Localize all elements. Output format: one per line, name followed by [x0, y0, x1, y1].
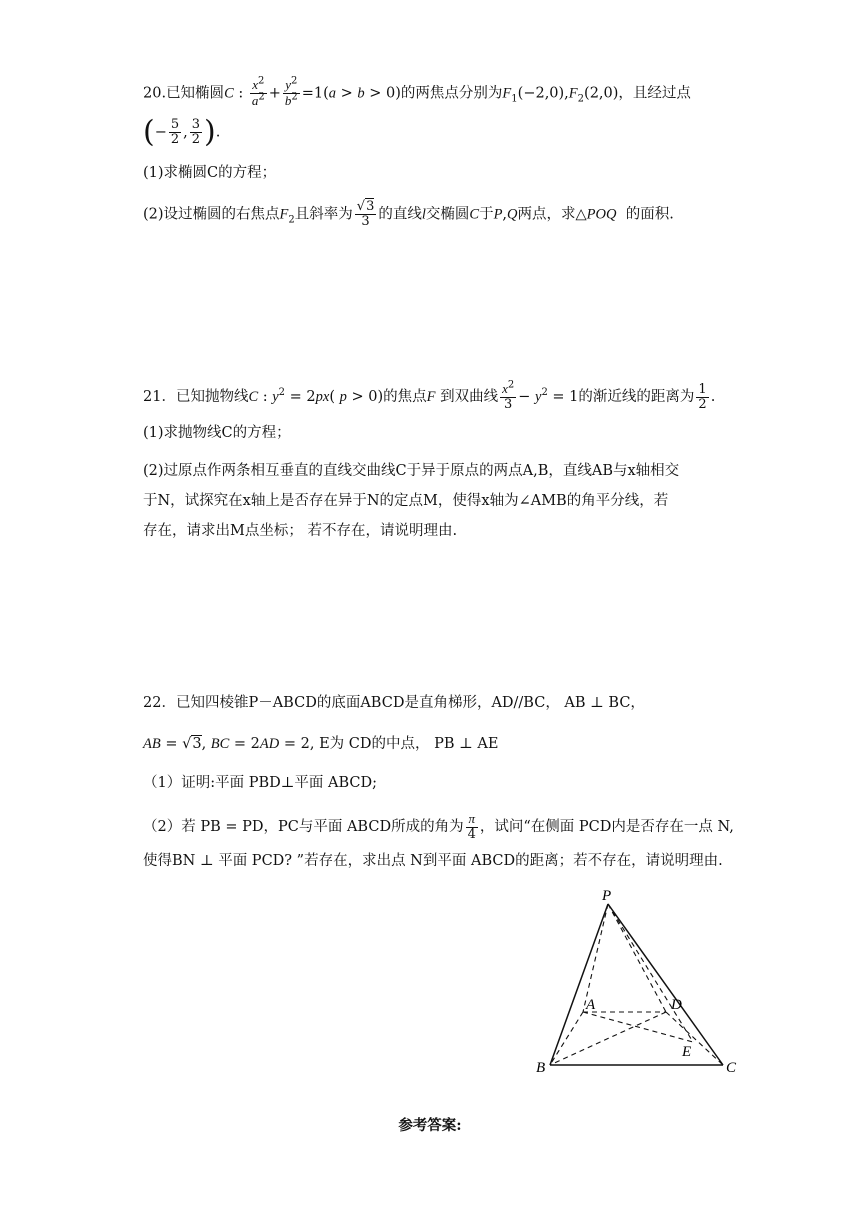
q21-part2-line1: (2)过原点作两条相互垂直的直线交曲线C于异于原点的两点A,B，直线AB与x轴相交: [143, 463, 680, 479]
q21-part2-line2: 于N，试探究在x轴上是否存在异于N的定点M，使得x轴为∠AMB的角平分线，若: [143, 493, 669, 509]
pyramid-figure: [530, 882, 750, 1082]
label-P: P: [602, 888, 612, 904]
q21-part2-line3: 存在，请求出M点坐标； 若不存在，请说明理由.: [143, 523, 458, 539]
q22-number: 22．: [143, 695, 176, 711]
q22-part1: （1）证明:平面 PBD⊥平面 ABCD;: [143, 775, 378, 791]
q22-stem-line2: AB = √3, BC = 2AD = 2, E为 CD的中点， PB ⊥ AE: [143, 736, 499, 752]
q20-part1: (1)求椭圆C的方程；: [143, 165, 277, 181]
q22-stem-line1: 22．已知四棱锥P－ABCD的底面ABCD是直角梯形，AD//BC， AB ⊥ BC，: [143, 695, 645, 711]
q22-part2-line2: 使得BN ⊥ 平面 PCD? ”若存在，求出点 N到平面 ABCD的距离；若不存在，请说明理由.: [143, 853, 723, 869]
q20-point: (− $\frac{5}{2}$ , $\frac{3}{2}$ ).: [143, 114, 221, 150]
q20-part2: (2)设过椭圆的右焦点$F_2$且斜率为 $\frac{√3}{3}$ 的直线l交椭圆C于P,Q两点，求△POQ 的面积.: [143, 199, 674, 229]
q21-stem: 21．已知抛物线C : $y^2 = 2px$( p > 0)的焦点F 到双曲线 $\frac{x^2}{3}$ − $y^2 = 1$的渐近线的距离为 $\frac{1}{2}$ .: [143, 379, 716, 412]
label-C: C: [726, 1060, 737, 1076]
q21-part1: (1)求抛物线C的方程；: [143, 425, 291, 441]
label-A: A: [586, 997, 596, 1013]
q20-stem-line1: 20.已知椭圆C : $\frac{x^2}{a^2}$ + $\frac{y^2}{b^2}$ =1(a > b > 0)的两焦点分别为$F_1(-2,0),F_2(2,0)$，且经过点: [143, 75, 691, 108]
label-B: B: [536, 1060, 546, 1076]
q20-number: 20.: [143, 85, 167, 102]
label-D: D: [671, 997, 682, 1013]
q21-number: 21．: [143, 389, 176, 405]
answer-heading: 参考答案:: [398, 1117, 462, 1134]
label-E: E: [682, 1044, 692, 1060]
q22-part2-line1: （2）若 PB = PD，PC与平面 ABCD所成的角为 $\frac{\pi}{4}$ ，试问“在侧面 PCD内是否存在一点 N,: [143, 811, 734, 842]
